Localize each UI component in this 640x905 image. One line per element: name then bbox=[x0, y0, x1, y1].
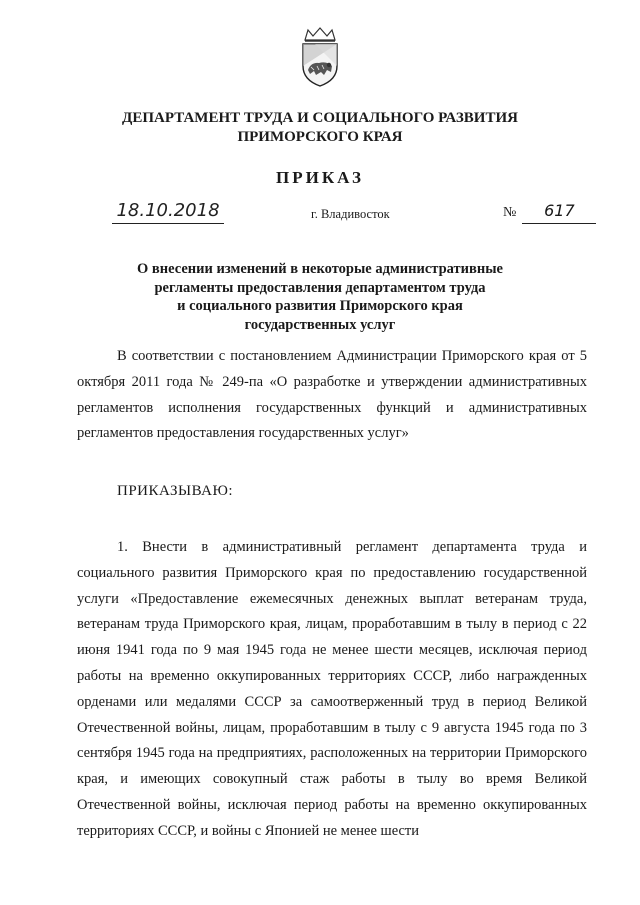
number-sign: № bbox=[503, 205, 517, 220]
coat-of-arms-icon bbox=[297, 26, 343, 88]
document-type: ПРИКАЗ bbox=[276, 168, 364, 187]
department-name bbox=[0, 109, 640, 147]
department-line-1: ДЕПАРТАМЕНТ ТРУДА И СОЦИАЛЬНОГО РАЗВИТИЯ bbox=[122, 110, 518, 126]
subject-line-1: О внесении изменений в некоторые административные bbox=[137, 261, 503, 277]
preamble-paragraph: В соответствии с постановлением Администрации Приморского края от 5 октября 2011 года № 249-па «О разработке и утверждении административных регламентов исполнения государственных функций и административных регламентов предоставления государственных услуг» bbox=[77, 348, 587, 442]
city: г. Владивосток bbox=[311, 207, 390, 221]
order-subject bbox=[0, 260, 640, 334]
subject-line-3: и социального развития Приморского края bbox=[177, 298, 463, 314]
subject-line-4: государственных услуг bbox=[244, 316, 396, 333]
item-1-paragraph: 1. Внести в административный регламент департамента труда и социального развития Приморского края по предоставлению государственной услуги «Предоставление ежемесячных денежных выплат ветеранам труда, ветеранам труда Приморского края, лицам, проработавшим в тылу в период с 22 июня 1941 года по 9 мая 1945 года не менее шести месяцев, исключая период работы на временно оккупированных территориях СССР, либо награжденных орденами или медалями СССР за самоотверженный труд в период Великой Отечественной войны, лицам, проработавшим в тылу с 9 августа 1945 года по 3 сентября 1945 года на предприятиях, расположенных на территории Приморского края, и имеющих совокупный стаж работы в тылу во время Великой Отечественной войны, исключая период работы на временно оккупированных территориях СССР, и войны с Японией не менее шести bbox=[77, 539, 587, 839]
order-word: ПРИКАЗЫВАЮ: bbox=[117, 483, 234, 499]
handwritten-number: 617 bbox=[522, 199, 596, 224]
subject-line-2: регламенты предоставления департаментом труда bbox=[154, 279, 486, 296]
department-line-2: ПРИМОРСКОГО КРАЯ bbox=[237, 129, 403, 145]
order-number bbox=[503, 199, 596, 225]
handwritten-date: 18.10.2018 bbox=[112, 199, 224, 224]
